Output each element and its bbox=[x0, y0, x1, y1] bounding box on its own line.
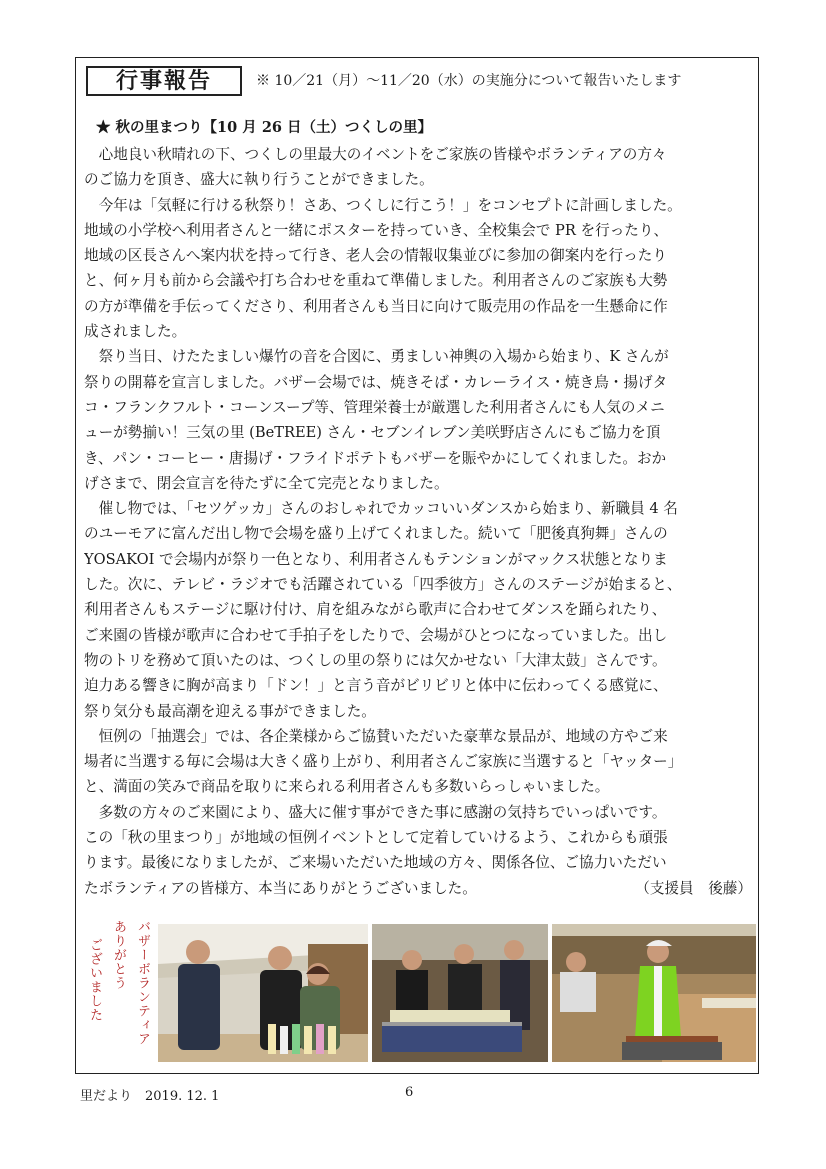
body-line: 成されました。 bbox=[84, 323, 187, 341]
body-line: 多数の方々のご来園により、盛大に催す事ができた事に感謝の気持ちでいっぱいです。 bbox=[84, 803, 667, 821]
body-line: と、何ヶ月も前から会議や打ち合わせを重ねて準備しました。利用者さんのご家族も大勢 bbox=[84, 272, 668, 290]
newsletter-issue: 里だより 2019. 12. 1 bbox=[80, 1089, 220, 1104]
body-line: と、満面の笑みで商品を取りに来られる利用者さんも多数いらっしゃいました。 bbox=[84, 778, 610, 796]
section-title: 行事報告 bbox=[86, 66, 242, 96]
body-line: 催し物では、「セツゲッカ」さんのおしゃれでカッコいいダンスから始まり、新職員 4 名 bbox=[84, 500, 678, 518]
closing-text: たボランティアの皆様方、本当にありがとうございました。 bbox=[84, 879, 477, 897]
body-line: 祭り当日、けたたましい爆竹の音を合図に、勇ましい神輿の入場から始まり、K さんが bbox=[84, 348, 669, 366]
photo-cooking-stall bbox=[372, 924, 548, 1062]
body-line: 祭り気分も最高潮を迎える事ができました。 bbox=[84, 702, 376, 720]
body-line: 場者に当選する毎に会場は大きく盛り上がり、利用者さんご家族に当選すると「ヤッター」 bbox=[84, 753, 683, 771]
body-line: 心地良い秋晴れの下、つくしの里最大のイベントをご家族の皆様やボランティアの方々 bbox=[84, 146, 667, 163]
caption-closing: ございました bbox=[87, 938, 102, 1022]
body-line: き、パン・コーヒー・唐揚げ・フライドポテトもバザーを賑やかにしてくれました。おか bbox=[84, 449, 667, 467]
body-line: コ・フランクフルト・コーンスープ等、管理栄養士が厳選した利用者さんにも人気のメニ bbox=[84, 398, 665, 416]
body-line: した。次に、テレビ・ラジオでも活躍されている「四季彼方」さんのステージが始まると、 bbox=[84, 576, 682, 594]
body-line: ります。最後になりましたが、ご来場いただいた地域の方々、関係各位、ご協力いただい bbox=[84, 854, 667, 872]
photo-strip bbox=[80, 920, 756, 1066]
report-body bbox=[84, 142, 752, 901]
photo-volunteers-tent bbox=[158, 924, 368, 1062]
body-line: のユーモアに富んだ出し物で会場を盛り上げてくれました。続いて「肥後真狗舞」さんの bbox=[84, 525, 668, 543]
body-line: 地域の小学校へ利用者さんと一緒にポスターを持っていき、全校集会で PR を行ったり、 bbox=[84, 221, 669, 239]
caption-thank-you: ありがとう bbox=[111, 920, 126, 990]
body-line: げさまで、閉会宣言を待たずに全て完売となりました。 bbox=[84, 474, 449, 492]
body-line: 祭りの開幕を宣言しました。バザー会場では、焼きそば・カレーライス・焼き鳥・揚げタ bbox=[84, 373, 668, 391]
body-line: ご来園の皆様が歌声に合わせて手拍子をしたりで、会場がひとつになっていました。出し bbox=[84, 626, 668, 644]
body-line: ューが勢揃い！三気の里 (BeTREE) さん・セブンイレブン美咲野店さんにもご協力を頂 bbox=[84, 424, 661, 442]
body-line: 利用者さんもステージに駆け付け、肩を組みながら歌声に合わせてダンスを踊られたり、 bbox=[84, 601, 667, 619]
body-line: の方が準備を手伝ってくださり、利用者さんも当日に向けて販売用の作品を一生懸命に作 bbox=[84, 297, 668, 315]
author-signature: （支援員 後藤） bbox=[635, 879, 752, 897]
page-number: 6 bbox=[405, 1085, 414, 1100]
closing-line bbox=[84, 876, 752, 901]
photo-grilling-stall bbox=[552, 924, 756, 1062]
body-line: YOSAKOI で会場内が祭り一色となり、利用者さんもテンションがマックス状態となりま bbox=[84, 550, 668, 568]
event-heading: ★ 秋の里まつり【10 月 26 日（土）つくしの里】 bbox=[96, 119, 433, 136]
body-line: 迫力ある響きに胸が高まり「ドン！」と言う音がビリビリと体中に伝わってくる感覚に、 bbox=[84, 677, 668, 695]
body-line: のご協力を頂き、盛大に執り行うことができました。 bbox=[84, 171, 434, 189]
body-line: 地域の区長さんへ案内状を持って行き、老人会の情報収集並びに参加の御案内を行ったり bbox=[84, 247, 667, 265]
body-line: 物のトリを務めて頂いたのは、つくしの里の祭りには欠かせない「大津太鼓」さんです。 bbox=[84, 651, 667, 669]
body-line: 恒例の「抽選会」では、各企業様からご協賛いただいた豪華な景品が、地域の方やご来 bbox=[84, 727, 668, 745]
body-line: 今年は「気軽に行ける秋祭り！さあ、つくしに行こう！」をコンセプトに計画しました。 bbox=[84, 196, 682, 214]
body-line: この「秋の里まつり」が地域の恒例イベントとして定着していけるよう、これからも頑張 bbox=[84, 829, 668, 847]
report-period-note: ※ 10／21（月）～11／20（水）の実施分について報告いたします bbox=[256, 73, 682, 89]
caption-bazaar-volunteer: バザーボランティア bbox=[135, 920, 150, 1046]
